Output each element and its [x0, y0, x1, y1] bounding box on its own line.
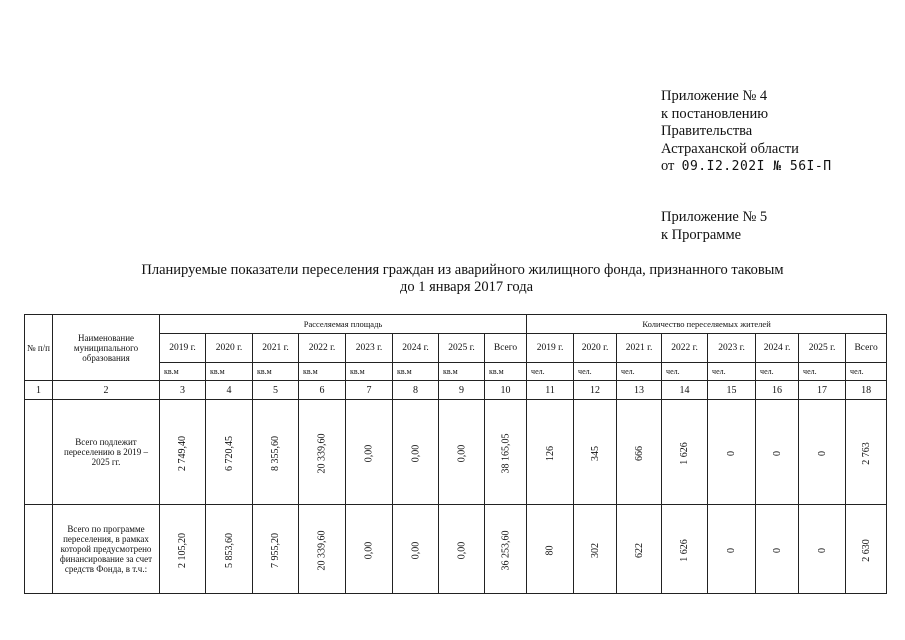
column-number: 11 — [527, 381, 574, 400]
header-people-year: 2025 г. — [799, 334, 846, 363]
people-value: 0 — [771, 548, 783, 553]
column-number: 12 — [574, 381, 617, 400]
header-area-year: 2021 г. — [253, 334, 299, 363]
header-area-year: 2024 г. — [393, 334, 439, 363]
people-total: 2 630 — [860, 539, 872, 562]
column-number: 4 — [206, 381, 253, 400]
people-value: 80 — [544, 545, 556, 556]
area-value: 20 339,60 — [316, 433, 328, 474]
people-total: 2 763 — [860, 442, 872, 465]
column-number: 9 — [439, 381, 485, 400]
header-people-year: 2024 г. — [756, 334, 799, 363]
people-value: 0 — [726, 548, 738, 553]
row-name: Всего подлежит переселению в 2019 – 2025 гг. — [53, 400, 160, 505]
annex-4-line4: Астраханской области — [661, 140, 799, 157]
header-people-year: 2019 г. — [527, 334, 574, 363]
column-number: 1 — [25, 381, 53, 400]
people-value: 126 — [544, 446, 556, 461]
header-area-unit: кв.м — [393, 363, 439, 381]
area-total: 38 165,05 — [500, 433, 512, 474]
area-value: 7 955,20 — [270, 533, 281, 568]
header-area-year: Всего — [485, 334, 527, 363]
area-value: 5 853,60 — [223, 533, 235, 568]
area-value: 0,00 — [363, 444, 375, 463]
annex-4-line2: к постановлению — [661, 105, 769, 122]
header-people-unit: чел. — [617, 363, 662, 381]
annex-4-line3: Правительства — [661, 123, 753, 139]
header-people-unit: чел. — [756, 363, 799, 381]
column-number: 7 — [346, 381, 393, 400]
people-value: 1 626 — [679, 442, 691, 465]
header-area-unit: кв.м — [253, 363, 299, 381]
column-number: 15 — [708, 381, 756, 400]
header-area-year: 2022 г. — [299, 334, 346, 363]
column-number: 10 — [485, 381, 527, 400]
row-index-cell — [25, 505, 53, 594]
table-title-line2: до 1 января 2017 года — [399, 279, 534, 295]
header-area-unit: кв.м — [299, 363, 346, 381]
annex-4-date-handwritten: 09.I2.202I № 56I-П — [681, 159, 832, 174]
header-area-year: 2019 г. — [160, 334, 206, 363]
area-value: 0,00 — [456, 541, 467, 560]
header-col-no: № п/п — [25, 315, 53, 381]
people-value: 302 — [589, 543, 601, 558]
header-people-unit: чел. — [846, 363, 887, 381]
area-value: 2 105,20 — [177, 533, 188, 568]
header-area-year: 2020 г. — [206, 334, 253, 363]
area-value: 20 339,60 — [316, 530, 328, 571]
header-people-unit: чел. — [527, 363, 574, 381]
annex-5-line1: Приложение № 5 — [661, 209, 768, 225]
header-people-unit: чел. — [799, 363, 846, 381]
column-number: 13 — [617, 381, 662, 400]
column-number: 5 — [253, 381, 299, 400]
area-value: 0,00 — [410, 541, 421, 560]
header-people-year: 2021 г. — [617, 334, 662, 363]
header-people-year: 2022 г. — [662, 334, 708, 363]
column-number: 17 — [799, 381, 846, 400]
column-number: 16 — [756, 381, 799, 400]
column-number: 14 — [662, 381, 708, 400]
header-people-year: Всего — [846, 334, 887, 363]
column-number: 8 — [393, 381, 439, 400]
people-value: 0 — [771, 451, 783, 456]
annex-4-header — [661, 88, 832, 176]
resettlement-table — [24, 314, 887, 594]
area-value: 6 720,45 — [223, 436, 235, 471]
header-people-unit: чел. — [662, 363, 708, 381]
header-people-year: 2020 г. — [574, 334, 617, 363]
row-name: Всего по программе переселения, в рамках которой предусмотрено финансирование за счет средств Фонда, в т.ч.: — [53, 505, 160, 594]
people-value: 345 — [589, 446, 601, 461]
column-number: 3 — [160, 381, 206, 400]
header-area-year: 2023 г. — [346, 334, 393, 363]
annex-4-date — [661, 158, 832, 176]
area-value: 0,00 — [410, 444, 421, 463]
column-number: 2 — [53, 381, 160, 400]
header-group-people: Количество переселяемых жителей — [527, 315, 887, 334]
table-row — [25, 400, 887, 505]
header-area-unit: кв.м — [206, 363, 253, 381]
header-people-unit: чел. — [574, 363, 617, 381]
people-value: 0 — [816, 548, 828, 553]
annex-5-header — [661, 209, 767, 244]
people-value: 666 — [633, 446, 645, 461]
header-col-name: Наименование муниципального образования — [53, 315, 160, 381]
area-value: 0,00 — [363, 541, 375, 560]
people-value: 0 — [816, 451, 828, 456]
header-group-area: Расселяемая площадь — [160, 315, 527, 334]
header-area-year: 2025 г. — [439, 334, 485, 363]
header-area-unit: кв.м — [160, 363, 206, 381]
header-people-year: 2023 г. — [708, 334, 756, 363]
header-area-unit: кв.м — [485, 363, 527, 381]
people-value: 622 — [633, 543, 645, 558]
header-area-unit: кв.м — [439, 363, 485, 381]
annex-4-line1: Приложение № 4 — [661, 88, 768, 104]
table-title-line1: Планируемые показатели переселения граждан из аварийного жилищного фонда, признанного таковым — [141, 262, 784, 278]
table-row — [25, 505, 887, 594]
annex-5-line2: к Программе — [661, 226, 742, 243]
area-value: 2 749,40 — [177, 436, 188, 471]
people-value: 1 626 — [679, 539, 691, 562]
header-area-unit: кв.м — [346, 363, 393, 381]
people-value: 0 — [726, 451, 738, 456]
header-people-unit: чел. — [708, 363, 756, 381]
area-total: 36 253,60 — [500, 530, 512, 571]
area-value: 8 355,60 — [270, 436, 281, 471]
annex-4-date-prefix: от — [661, 158, 675, 174]
area-value: 0,00 — [456, 444, 467, 463]
column-number: 18 — [846, 381, 887, 400]
column-number: 6 — [299, 381, 346, 400]
row-index-cell — [25, 400, 53, 505]
